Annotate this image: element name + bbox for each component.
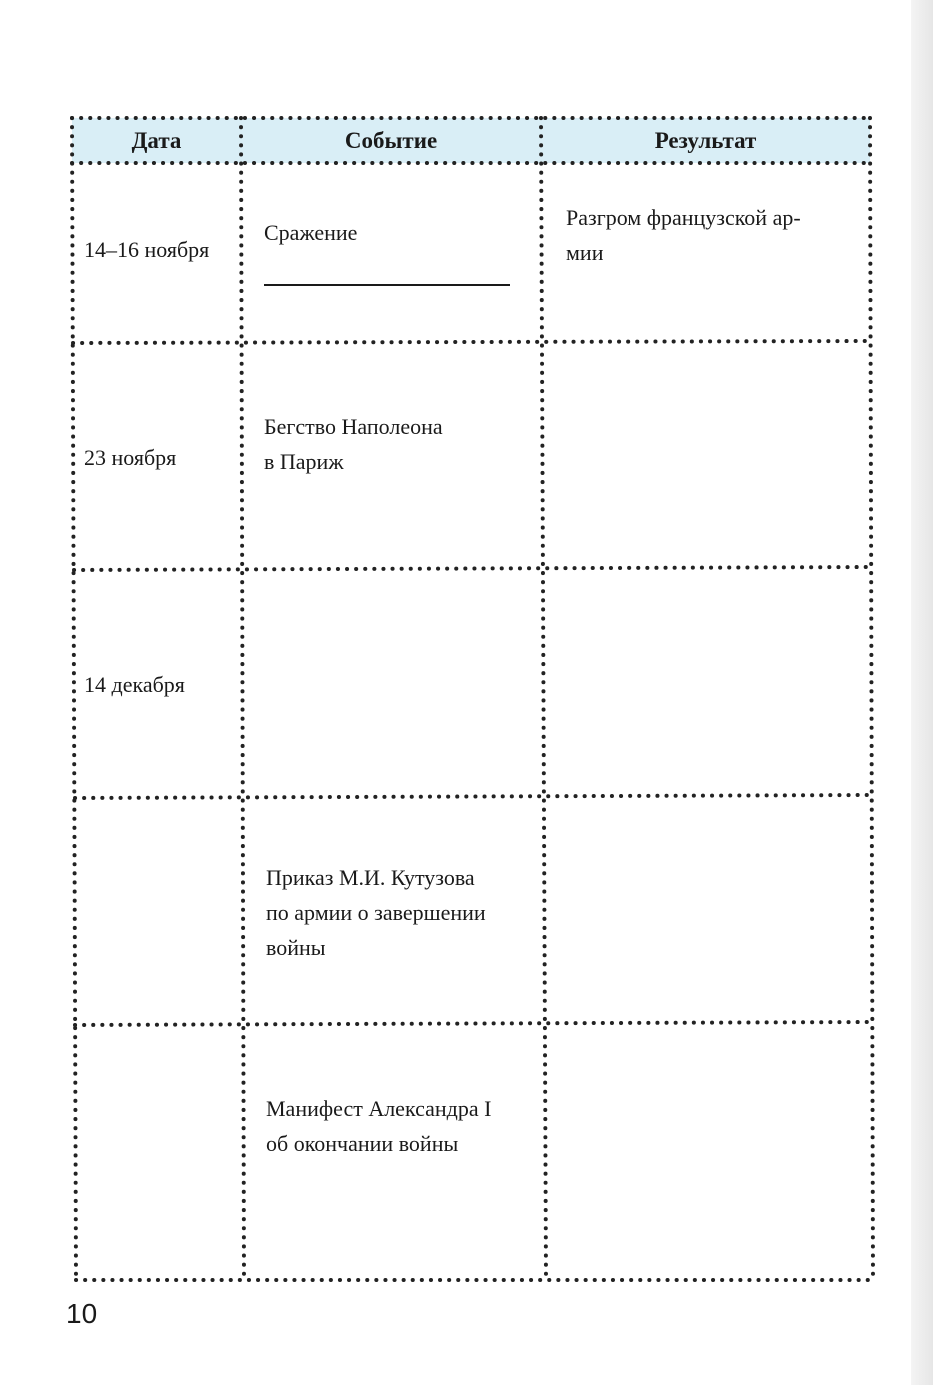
row-2-event [264, 344, 534, 570]
row-2-event-line-2: в Париж [264, 449, 344, 474]
row-1-event-line-1: Сражение [264, 219, 358, 245]
page-number: 10 [66, 1298, 98, 1329]
row-5-date [84, 1026, 239, 1278]
row-4-result [566, 797, 866, 1022]
row-1-date-text: 14–16 ноября [84, 236, 210, 262]
row-1-result [566, 164, 866, 306]
row-5-event-line-2: об окончании войны [266, 1131, 459, 1156]
header-result: Результат [654, 128, 757, 153]
row-1-event-answer-line [264, 284, 510, 286]
row-5-event [266, 1026, 538, 1278]
row-3-date-text: 14 декабря [84, 672, 185, 697]
grid-line-col-1 [241, 118, 244, 1280]
row-4-event-line-2: по армии о завершении [266, 899, 486, 925]
row-4-date [84, 799, 239, 1025]
grid-line-left [72, 118, 76, 1280]
row-4-event-line-1: Приказ М.И. Кутузова [266, 864, 475, 890]
row-2-date-text: 23 ноября [84, 444, 177, 470]
row-3-date [84, 571, 239, 798]
row-2-date [84, 344, 239, 570]
row-1-event [264, 164, 534, 304]
grid-line-right [870, 118, 873, 1280]
row-2-event-line-1: Бегство Наполеона [264, 414, 443, 439]
row-4-event [266, 799, 538, 1025]
header-event: Событие [344, 128, 438, 153]
grid-line-col-2 [541, 118, 546, 1280]
row-4-event-line-3: войны [266, 934, 326, 960]
row-2-result [566, 344, 866, 568]
row-3-event [264, 571, 534, 798]
row-1-result-line-1: Разгром французской ар- [566, 205, 801, 230]
row-5-event-line-1: Манифест Александра I [266, 1096, 492, 1121]
header-date: Дата [131, 128, 182, 153]
row-3-result [566, 569, 866, 795]
row-1-date [84, 164, 239, 342]
row-1-result-line-2: мии [566, 240, 604, 265]
row-5-result [566, 1024, 866, 1278]
